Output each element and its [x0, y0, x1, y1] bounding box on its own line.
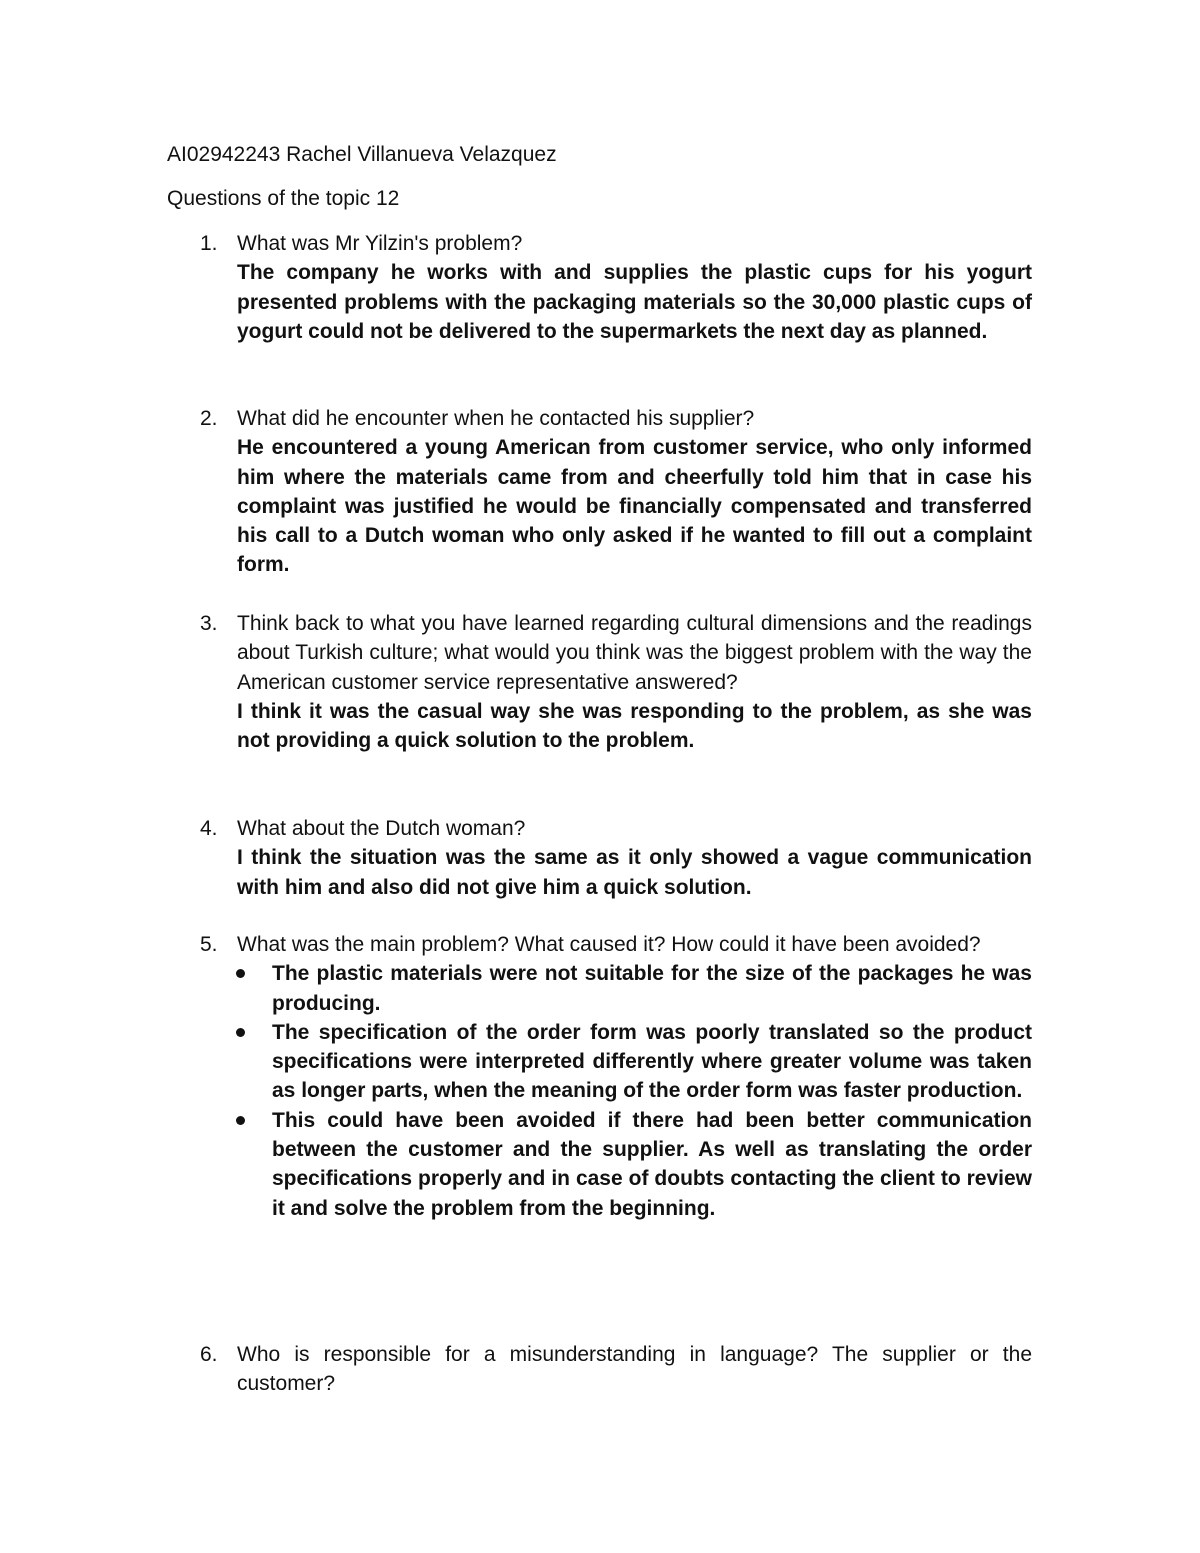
- bullet-dot-icon: [236, 1028, 245, 1037]
- question-number: 5.: [200, 933, 218, 956]
- question-text: What about the Dutch woman?: [237, 817, 526, 840]
- bullet-dot-icon: [236, 1116, 245, 1125]
- question-item-4: [200, 814, 1032, 902]
- bullet-item: The plastic materials were not suitable for the size of the packages he was producing.: [200, 959, 1032, 1018]
- question-item-5: [200, 930, 1032, 1223]
- student-line: AI02942243 Rachel Villanueva Velazquez: [167, 143, 557, 166]
- question-number: 4.: [200, 817, 218, 840]
- question-number: 1.: [200, 232, 218, 255]
- answer-text: He encountered a young American from customer service, who only informed him where the materials came from and cheerfully told him that in case his complaint was justified he would be financially compensated and transferred his call to a Dutch woman who only asked if he wanted to fill out a complaint form.: [237, 436, 1032, 577]
- answer-text: I think it was the casual way she was responding to the problem, as she was not providing a quick solution to the problem.: [237, 699, 1032, 753]
- answer-bullet-list: [200, 959, 1032, 1223]
- bullet-item: This could have been avoided if there had been better communication between the customer and the supplier. As well as translating the order specifications properly and in case of doubts contacting the client to review it and solve the problem from the beginning.: [200, 1106, 1032, 1223]
- question-item-1: [200, 229, 1032, 346]
- question-text: What was the main problem? What caused it? How could it have been avoided?: [237, 933, 981, 956]
- document-subtitle: Questions of the topic 12: [167, 187, 400, 210]
- answer-text: I think the situation was the same as it only showed a vague communication with him and also did not give him a quick solution.: [237, 846, 1032, 899]
- question-text: Who is responsible for a misunderstanding in language? The supplier or the customer?: [237, 1343, 1032, 1396]
- question-text: What was Mr Yilzin's problem?: [237, 232, 523, 255]
- question-item-2: [200, 404, 1032, 580]
- question-text: Think back to what you have learned regarding cultural dimensions and the readings about Turkish culture; what would you think was the biggest problem with the way the American customer service representative answered?: [237, 612, 1032, 694]
- answer-text: The company he works with and supplies the plastic cups for his yogurt presented problems with the packaging materials so the 30,000 plastic cups of yogurt could not be delivered to the supermarkets the next day as planned.: [237, 261, 1032, 343]
- question-item-3: [200, 609, 1032, 755]
- bullet-item: The specification of the order form was poorly translated so the product specifications were interpreted differently where greater volume was taken as longer parts, when the meaning of the order form was faster production.: [200, 1018, 1032, 1106]
- question-item-6: [200, 1340, 1032, 1399]
- question-number: 6.: [200, 1343, 218, 1366]
- question-number: 2.: [200, 407, 218, 430]
- question-text: What did he encounter when he contacted his supplier?: [237, 407, 755, 430]
- question-number: 3.: [200, 612, 218, 635]
- bullet-dot-icon: [236, 969, 245, 978]
